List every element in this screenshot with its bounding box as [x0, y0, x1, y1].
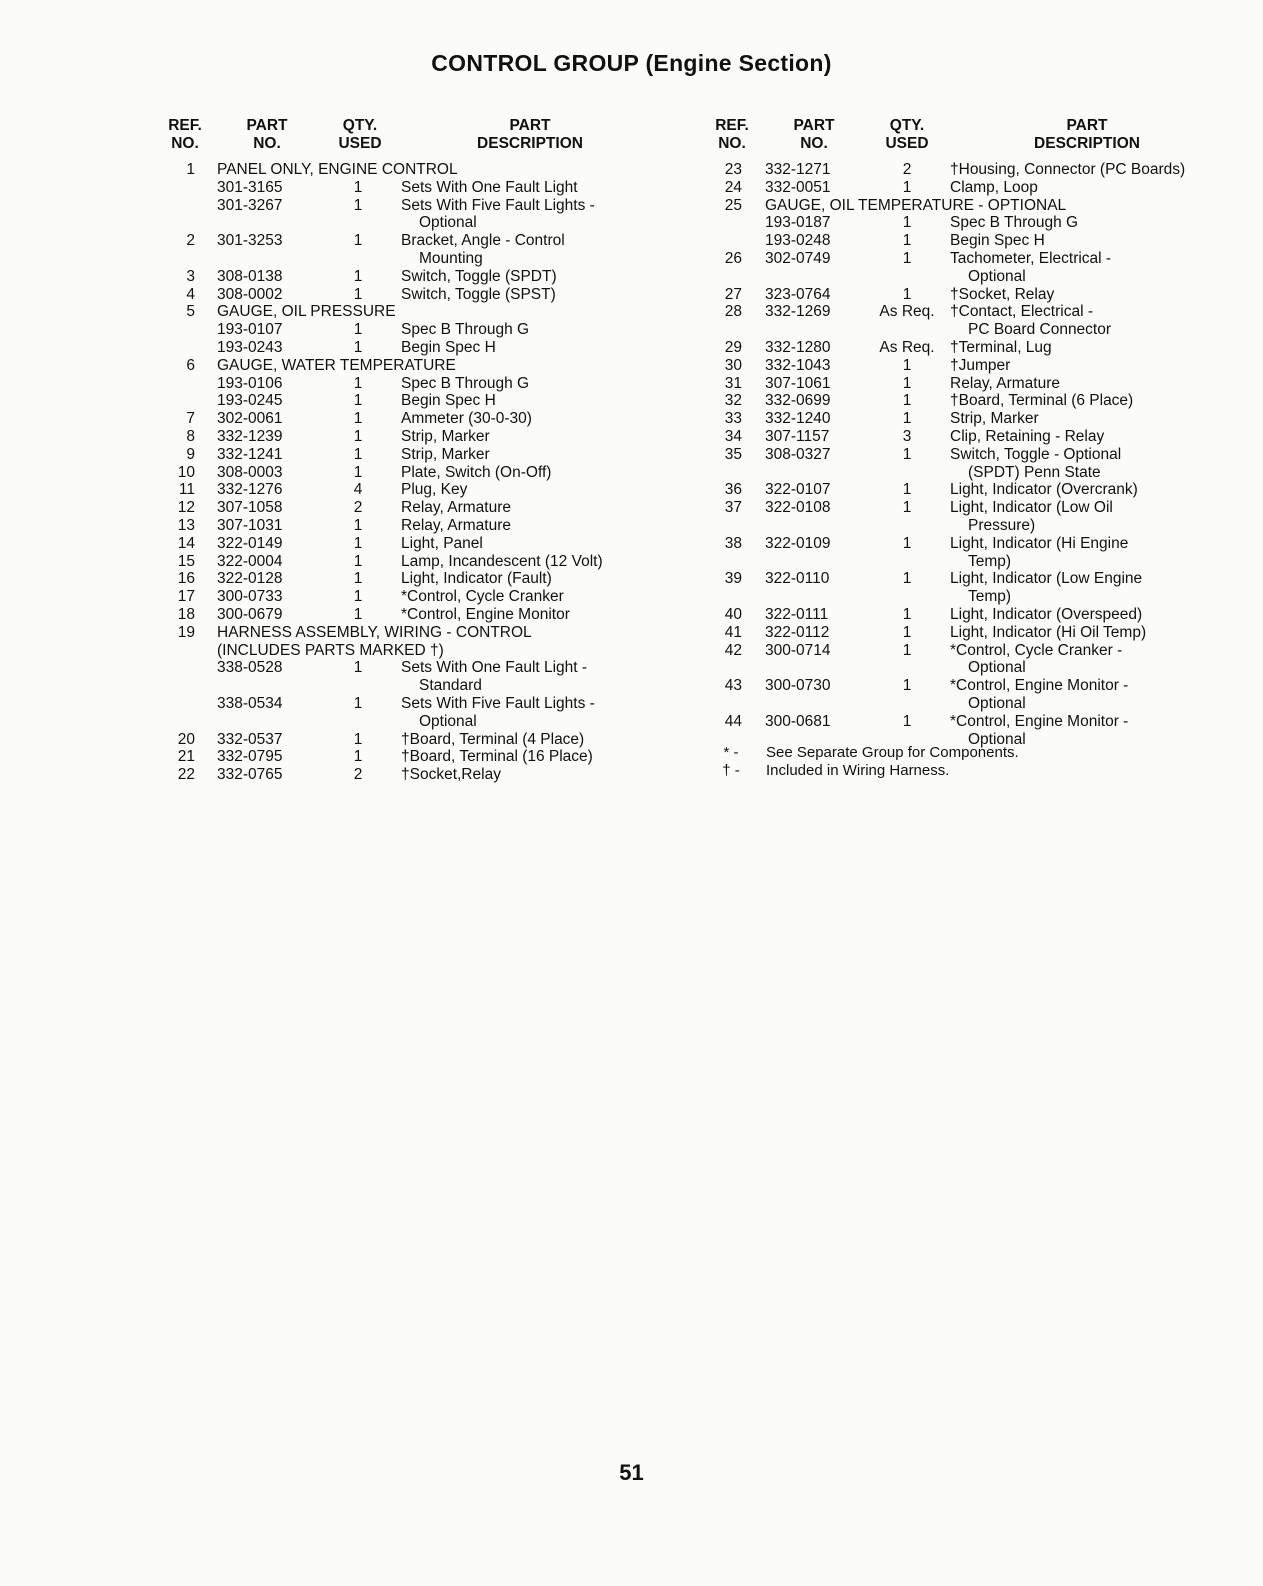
part-description: Lamp, Incandescent (12 Volt): [401, 552, 603, 570]
ref-no: 1: [186, 161, 195, 178]
table-row: [165, 624, 645, 642]
qty-used: 1: [902, 356, 912, 374]
part-no: 300-0730: [765, 677, 831, 695]
part-no: 322-0004: [217, 552, 283, 570]
table-row: [712, 268, 1232, 286]
part-description: Temp): [968, 588, 1012, 606]
table-row: [165, 303, 645, 321]
ref-no: 42: [724, 641, 742, 659]
qty-used: 1: [353, 267, 363, 285]
table-row: [165, 713, 645, 731]
table-row: [165, 161, 645, 179]
part-description: Strip, Marker: [401, 427, 490, 445]
footnote-text: Included in Wiring Harness.: [766, 762, 950, 779]
part-description: Sets With Five Fault Lights -: [401, 196, 595, 214]
ref-no: 41: [724, 623, 742, 641]
group-heading: HARNESS ASSEMBLY, WIRING - CONTROL: [217, 623, 532, 641]
table-row: [712, 250, 1232, 268]
part-description: Optional: [419, 214, 477, 232]
qty-used: 1: [353, 285, 363, 303]
ref-no: 14: [177, 534, 195, 552]
header-ref-no: REF. NO.: [715, 117, 749, 152]
qty-used: 1: [902, 641, 912, 659]
qty-used: 1: [902, 499, 912, 517]
part-description: Switch, Toggle - Optional: [950, 445, 1122, 463]
table-row: [712, 179, 1232, 197]
part-no: 301-3253: [217, 232, 283, 250]
ref-no: 4: [186, 285, 195, 303]
ref-no: 38: [724, 534, 742, 552]
table-row: [165, 659, 645, 677]
qty-used: 1: [902, 534, 912, 552]
ref-no: 24: [724, 178, 742, 196]
group-heading: GAUGE, WATER TEMPERATURE: [217, 356, 456, 374]
table-row: [165, 214, 645, 232]
qty-used: 1: [353, 196, 363, 214]
ref-no: 20: [177, 730, 195, 748]
header-part-description: PART DESCRIPTION: [1034, 117, 1140, 152]
table-row: [165, 535, 645, 553]
part-description: Plug, Key: [401, 481, 468, 499]
part-no: 301-3267: [217, 196, 283, 214]
part-description: Optional: [968, 694, 1026, 712]
qty-used: 1: [353, 427, 363, 445]
table-row: [712, 464, 1232, 482]
table-row: [712, 659, 1232, 677]
qty-used: 1: [353, 730, 363, 748]
ref-no: 36: [724, 481, 742, 499]
table-row: [165, 286, 645, 304]
table-row: [165, 357, 645, 375]
part-description: Spec B Through G: [401, 321, 530, 339]
part-no: 301-3165: [217, 178, 283, 196]
table-row: [712, 428, 1232, 446]
qty-used: 1: [902, 712, 912, 730]
part-no: 322-0108: [765, 499, 831, 517]
part-description: Optional: [968, 730, 1026, 748]
part-description: Sets With One Fault Light -: [401, 659, 588, 677]
table-row: [712, 606, 1232, 624]
ref-no: 6: [186, 356, 195, 374]
table-row: [712, 713, 1232, 731]
table-row: [165, 642, 645, 660]
qty-used: 1: [353, 410, 363, 428]
qty-used: 2: [353, 499, 363, 517]
header-qty-used: QTY. USED: [338, 117, 382, 152]
table-row: [712, 357, 1232, 375]
part-description: Light, Indicator (Hi Oil Temp): [950, 623, 1147, 641]
table-row: [712, 588, 1232, 606]
table-row: [165, 268, 645, 286]
part-no: 332-0765: [217, 766, 283, 784]
qty-used: 1: [353, 748, 363, 766]
table-row: [712, 321, 1232, 339]
part-no: 308-0138: [217, 267, 283, 285]
table-row: [165, 499, 645, 517]
part-no: 323-0764: [765, 285, 831, 303]
part-no: 300-0733: [217, 588, 283, 606]
part-no: 332-1043: [765, 356, 831, 374]
qty-used: 1: [902, 570, 912, 588]
header-qty-used: QTY. USED: [885, 117, 929, 152]
part-no: 300-0714: [765, 641, 831, 659]
ref-no: 17: [177, 588, 195, 606]
part-no: 300-0679: [217, 605, 283, 623]
ref-no: 10: [177, 463, 195, 481]
page-number: 51: [619, 1460, 644, 1485]
table-row: [712, 286, 1232, 304]
part-no: 332-0795: [217, 748, 283, 766]
part-description: *Control, Engine Monitor -: [950, 677, 1129, 695]
table-row: [165, 677, 645, 695]
table-row: [165, 553, 645, 571]
part-no: 332-1276: [217, 481, 283, 499]
table-row: [165, 197, 645, 215]
ref-no: 15: [177, 552, 195, 570]
qty-used: 1: [902, 178, 912, 196]
table-row: [165, 321, 645, 339]
ref-no: 8: [186, 427, 195, 445]
qty-used: As Req.: [879, 338, 935, 356]
ref-no: 30: [724, 356, 742, 374]
ref-no: 35: [724, 445, 742, 463]
qty-used: 1: [353, 374, 363, 392]
table-row: [712, 624, 1232, 642]
table-row: [165, 588, 645, 606]
qty-used: 1: [353, 232, 363, 250]
part-description: *Control, Engine Monitor: [401, 605, 570, 623]
part-no: 193-0248: [765, 232, 831, 250]
table-body: [165, 161, 645, 784]
qty-used: 1: [353, 338, 363, 356]
part-no: 193-0107: [217, 321, 283, 339]
ref-no: 28: [724, 303, 742, 321]
footnote-symbol: * -: [723, 744, 739, 761]
qty-used: 1: [353, 178, 363, 196]
qty-used: 1: [902, 605, 912, 623]
qty-used: 1: [353, 516, 363, 534]
ref-no: 21: [177, 748, 195, 766]
part-no: 332-1269: [765, 303, 831, 321]
part-description: Light, Indicator (Overcrank): [950, 481, 1138, 499]
footnote-text: See Separate Group for Components.: [766, 744, 1019, 761]
qty-used: 1: [902, 374, 912, 392]
table-row: [712, 161, 1232, 179]
qty-used: 1: [902, 410, 912, 428]
part-description: Strip, Marker: [950, 410, 1039, 428]
part-no: 308-0002: [217, 285, 283, 303]
ref-no: 25: [724, 196, 742, 214]
ref-no: 11: [178, 481, 195, 499]
part-no: 193-0245: [217, 392, 283, 410]
part-no: 302-0061: [217, 410, 283, 428]
part-description: Light, Panel: [401, 534, 483, 552]
part-no: 332-0051: [765, 178, 831, 196]
part-description: †Contact, Electrical -: [950, 303, 1093, 321]
ref-no: 26: [724, 249, 742, 267]
table-row: [165, 517, 645, 535]
ref-no: 9: [186, 445, 195, 463]
qty-used: 2: [902, 161, 912, 178]
table-row: [165, 464, 645, 482]
part-description: Light, Indicator (Overspeed): [950, 605, 1143, 623]
part-no: 302-0749: [765, 249, 831, 267]
part-description: Optional: [419, 712, 477, 730]
ref-no: 5: [186, 303, 195, 321]
qty-used: 1: [353, 588, 363, 606]
table-row: [712, 517, 1232, 535]
part-description: †Board, Terminal (4 Place): [401, 730, 585, 748]
part-no: 308-0327: [765, 445, 831, 463]
part-description: *Control, Cycle Cranker: [401, 588, 564, 606]
qty-used: 1: [353, 694, 363, 712]
part-no: 332-1241: [217, 445, 283, 463]
table-row: [712, 197, 1232, 215]
table-row: [165, 375, 645, 393]
ref-no: 39: [724, 570, 742, 588]
part-no: 322-0109: [765, 534, 831, 552]
part-description: Ammeter (30-0-30): [401, 410, 532, 428]
qty-used: 1: [353, 552, 363, 570]
part-description: *Control, Cycle Cranker -: [950, 641, 1123, 659]
table-row: [712, 214, 1232, 232]
ref-no: 19: [177, 623, 195, 641]
table-row: [165, 410, 645, 428]
part-description: †Terminal, Lug: [950, 338, 1052, 356]
part-description: †Housing, Connector (PC Boards): [950, 161, 1186, 178]
ref-no: 33: [724, 410, 742, 428]
table-row: [165, 748, 645, 766]
header-part-no: PART NO.: [246, 117, 288, 152]
table-row: [712, 303, 1232, 321]
parts-table-right: [712, 117, 1232, 748]
part-description: *Control, Engine Monitor -: [950, 712, 1129, 730]
table-row: [165, 232, 645, 250]
part-no: 308-0003: [217, 463, 283, 481]
qty-used: 1: [902, 445, 912, 463]
table-row: [712, 339, 1232, 357]
part-description: Standard: [419, 677, 482, 695]
ref-no: 18: [177, 605, 195, 623]
part-no: 300-0681: [765, 712, 831, 730]
table-row: [165, 570, 645, 588]
ref-no: 16: [177, 570, 195, 588]
group-heading: GAUGE, OIL TEMPERATURE - OPTIONAL: [765, 196, 1067, 214]
table-row: [165, 606, 645, 624]
table-row: [165, 250, 645, 268]
part-description: Sets With One Fault Light: [401, 178, 578, 196]
part-no: 193-0243: [217, 338, 283, 356]
table-row: [712, 553, 1232, 571]
ref-no: 43: [724, 677, 742, 695]
ref-no: 29: [724, 338, 742, 356]
part-description: Begin Spec H: [401, 338, 496, 356]
part-description: PC Board Connector: [968, 321, 1112, 339]
ref-no: 22: [177, 766, 195, 784]
ref-no: 34: [724, 427, 742, 445]
part-description: Relay, Armature: [401, 499, 511, 517]
qty-used: 3: [902, 427, 912, 445]
part-description: Mounting: [419, 249, 483, 267]
qty-used: 1: [902, 623, 912, 641]
part-description: Light, Indicator (Low Engine: [950, 570, 1143, 588]
part-description: Optional: [968, 267, 1026, 285]
header-part-no: PART NO.: [793, 117, 835, 152]
ref-no: 7: [186, 410, 195, 428]
part-description: Begin Spec H: [401, 392, 496, 410]
part-description: Begin Spec H: [950, 232, 1045, 250]
qty-used: 1: [353, 392, 363, 410]
qty-used: 1: [902, 214, 912, 232]
table-header: [712, 117, 1232, 161]
part-no: 332-0537: [217, 730, 283, 748]
table-row: [712, 499, 1232, 517]
qty-used: 1: [353, 570, 363, 588]
part-description: Spec B Through G: [950, 214, 1079, 232]
table-row: [712, 446, 1232, 464]
table-row: [165, 392, 645, 410]
part-no: 338-0534: [217, 694, 283, 712]
group-heading: GAUGE, OIL PRESSURE: [217, 303, 396, 321]
table-row: [712, 481, 1232, 499]
header-part-description: PART DESCRIPTION: [477, 117, 583, 152]
table-row: [712, 375, 1232, 393]
part-no: 193-0187: [765, 214, 831, 232]
table-row: [712, 410, 1232, 428]
qty-used: 1: [353, 321, 363, 339]
qty-used: 1: [353, 463, 363, 481]
table-row: [165, 481, 645, 499]
part-description: Strip, Marker: [401, 445, 490, 463]
part-description: Switch, Toggle (SPDT): [401, 267, 557, 285]
part-no: 307-1157: [765, 427, 830, 445]
qty-used: 1: [902, 677, 912, 695]
qty-used: As Req.: [879, 303, 935, 321]
part-no: 322-0111: [765, 605, 829, 623]
table-row: [712, 570, 1232, 588]
qty-used: 1: [902, 232, 912, 250]
part-no: 338-0528: [217, 659, 283, 677]
ref-no: 3: [186, 267, 195, 285]
part-no: 193-0106: [217, 374, 283, 392]
part-description: (SPDT) Penn State: [968, 463, 1101, 481]
part-no: 322-0107: [765, 481, 831, 499]
part-description: †Board, Terminal (6 Place): [950, 392, 1134, 410]
footnote-symbol: † -: [722, 762, 740, 779]
part-no: 332-1239: [217, 427, 283, 445]
part-description: Spec B Through G: [401, 374, 530, 392]
group-heading: (INCLUDES PARTS MARKED †): [217, 641, 444, 659]
part-no: 307-1061: [765, 374, 831, 392]
table-body: [712, 161, 1232, 748]
part-no: 332-0699: [765, 392, 831, 410]
table-row: [712, 535, 1232, 553]
part-no: 332-1280: [765, 338, 831, 356]
qty-used: 1: [902, 392, 912, 410]
table-row: [165, 731, 645, 749]
ref-no: 32: [724, 392, 742, 410]
table-header: [165, 117, 645, 161]
header-ref-no: REF. NO.: [168, 117, 202, 152]
part-description: Light, Indicator (Low Oil: [950, 499, 1113, 517]
qty-used: 1: [902, 249, 912, 267]
part-description: Plate, Switch (On-Off): [401, 463, 552, 481]
ref-no: 31: [724, 374, 742, 392]
ref-no: 37: [724, 499, 742, 517]
part-description: Temp): [968, 552, 1012, 570]
part-description: †Socket,Relay: [401, 766, 501, 784]
ref-no: 13: [177, 516, 195, 534]
table-row: [165, 179, 645, 197]
table-row: [165, 339, 645, 357]
part-description: Relay, Armature: [950, 374, 1060, 392]
ref-no: 44: [724, 712, 742, 730]
table-row: [712, 677, 1232, 695]
qty-used: 1: [902, 481, 912, 499]
part-no: 322-0128: [217, 570, 283, 588]
ref-no: 2: [186, 232, 195, 250]
part-no: 322-0149: [217, 534, 283, 552]
table-row: [165, 446, 645, 464]
table-row: [712, 642, 1232, 660]
qty-used: 1: [902, 285, 912, 303]
parts-table-left: [165, 117, 645, 784]
part-description: Tachometer, Electrical -: [950, 249, 1112, 267]
part-no: 332-1240: [765, 410, 831, 428]
qty-used: 2: [353, 766, 363, 784]
part-description: Clamp, Loop: [950, 178, 1038, 196]
part-description: Relay, Armature: [401, 516, 511, 534]
ref-no: 12: [177, 499, 195, 517]
table-row: [165, 766, 645, 784]
part-description: †Jumper: [950, 356, 1011, 374]
table-row: [165, 695, 645, 713]
ref-no: 23: [724, 161, 742, 178]
part-description: Light, Indicator (Hi Engine: [950, 534, 1129, 552]
ref-no: 27: [724, 285, 742, 303]
ref-no: 40: [724, 605, 742, 623]
qty-used: 1: [353, 605, 363, 623]
table-row: [165, 428, 645, 446]
qty-used: 1: [353, 534, 363, 552]
part-description: Clip, Retaining - Relay: [950, 427, 1105, 445]
part-description: Optional: [968, 659, 1026, 677]
qty-used: 1: [353, 659, 363, 677]
table-row: [712, 232, 1232, 250]
group-heading: PANEL ONLY, ENGINE CONTROL: [217, 161, 458, 178]
part-description: Switch, Toggle (SPST): [401, 285, 556, 303]
part-no: 332-1271: [765, 161, 831, 178]
part-no: 322-0112: [765, 623, 830, 641]
table-row: [712, 695, 1232, 713]
part-description: †Board, Terminal (16 Place): [401, 748, 593, 766]
qty-used: 4: [353, 481, 363, 499]
part-no: 307-1031: [217, 516, 283, 534]
part-description: Pressure): [968, 516, 1036, 534]
page-title: CONTROL GROUP (Engine Section): [431, 50, 832, 76]
part-description: Sets With Five Fault Lights -: [401, 694, 595, 712]
part-no: 322-0110: [765, 570, 830, 588]
qty-used: 1: [353, 445, 363, 463]
part-description: †Socket, Relay: [950, 285, 1055, 303]
part-description: Light, Indicator (Fault): [401, 570, 552, 588]
table-row: [712, 392, 1232, 410]
part-no: 307-1058: [217, 499, 283, 517]
part-description: Bracket, Angle - Control: [401, 232, 565, 250]
